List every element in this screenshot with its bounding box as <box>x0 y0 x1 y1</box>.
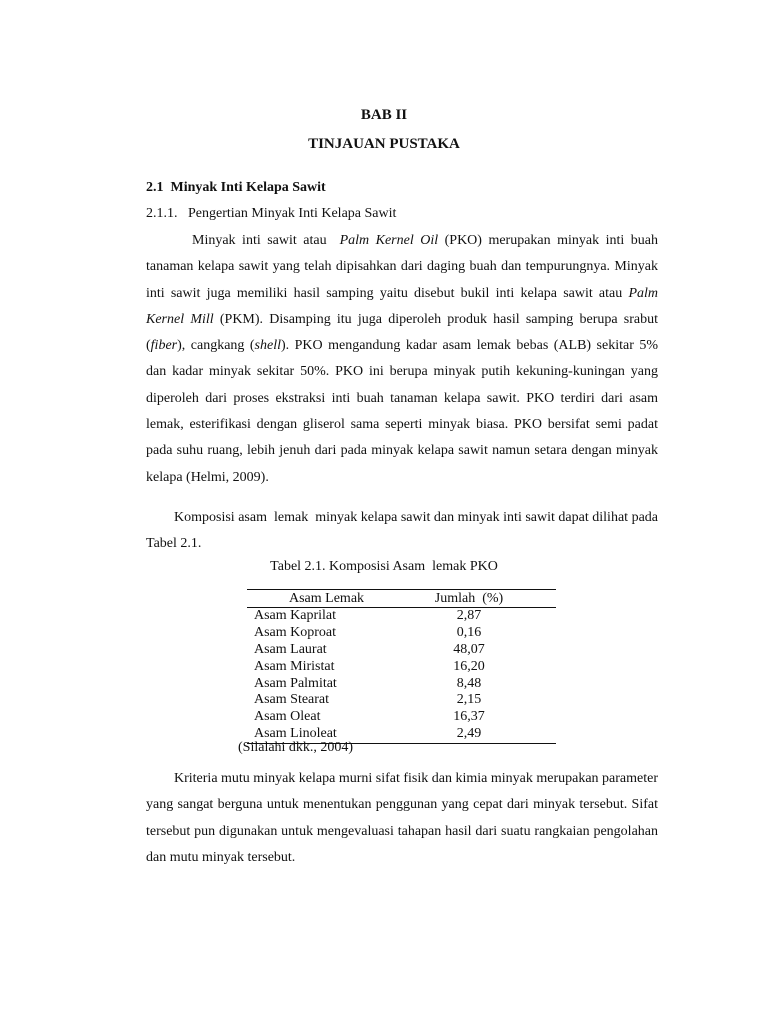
fatty-acid-table <box>247 589 556 744</box>
paragraph1-text-2: (PKO) merupakan minyak inti buah tanaman kelapa sawit yang telah dipisahkan dari daging buah dan tempurungnya. Minyak inti sawit juga memiliki hasil samping yaitu disebut bukil inti kelapa sawit atau <box>146 233 659 301</box>
section-title: 2.1 Minyak Inti Kelapa Sawit <box>146 180 326 195</box>
table-cell-name: Asam Palmitat <box>254 675 337 691</box>
table-row <box>247 659 556 676</box>
paragraph1-term-palm-kernel-oil: Palm Kernel Oil <box>339 233 439 248</box>
table-header-value: Jumlah (%) <box>434 591 504 606</box>
table-row <box>247 692 556 709</box>
table-cell-name: Asam Oleat <box>254 709 321 725</box>
table-row <box>247 625 556 642</box>
paragraph-pko-definition <box>146 228 658 491</box>
paragraph-quality-criteria <box>146 766 658 871</box>
table-cell-value: 48,07 <box>453 641 485 657</box>
paragraph1-text-4: ), cangkang ( <box>177 338 255 354</box>
paragraph1-term-palm-kernel-mill: Palm Kernel Mill <box>146 285 658 327</box>
chapter-title: TINJAUAN PUSTAKA <box>308 136 460 152</box>
table-row <box>247 608 556 625</box>
paragraph1-text-5: ). PKO mengandung kadar asam lemak bebas (ALB) sekitar 5% dan kadar minyak sekitar 50%. PKO ini berupa minyak putih kekuning-kuningan yang diperoleh dari proses ekstraksi inti buah tanaman kelapa sawit. PKO terdiri dari asam lemak, esterifikasi dengan gliserol sama seperti minyak biasa. PKO bersifat semi padat pada suhu ruang, lebih jenuh dari pada minyak kelapa sawit namun setara dengan minyak kelapa (Helmi, 2009). <box>146 338 658 485</box>
table-cell-name: Asam Stearat <box>254 692 330 708</box>
subsection-title: 2.1.1. Pengertian Minyak Inti Kelapa Sawit <box>146 206 397 221</box>
table-row <box>247 642 556 659</box>
table-cell-value: 16,20 <box>453 658 485 674</box>
table-cell-value: 2,49 <box>456 726 482 742</box>
paragraph-table-reference <box>146 505 662 558</box>
table-caption: Tabel 2.1. Komposisi Asam lemak PKO <box>270 559 498 574</box>
table-row <box>247 709 556 726</box>
table-cell-value: 16,37 <box>453 709 485 725</box>
table-source: (Silalahi dkk., 2004) <box>238 740 354 755</box>
table-header-row <box>247 590 556 608</box>
paragraph3-text: Kriteria mutu minyak kelapa murni sifat fisik dan kimia minyak merupakan parameter yang sangat berguna untuk menentukan penggunan yang cepat dari minyak tersebut. Sifat tersebut pun digunakan untuk mengevaluasi tahapan hasil dari suatu rangkaian pengolahan dan mutu minyak tersebut. <box>146 771 659 865</box>
table-cell-value: 0,16 <box>456 624 482 640</box>
paragraph1-term-shell: shell <box>254 338 281 354</box>
paragraph1-text-1: Minyak inti sawit atau <box>192 233 340 248</box>
table-cell-value: 8,48 <box>456 675 482 691</box>
table-cell-name: Asam Miristat <box>254 658 335 674</box>
table-cell-name: Asam Linoleat <box>254 726 337 742</box>
chapter-number: BAB II <box>360 107 408 123</box>
table-row <box>247 676 556 693</box>
table-cell-name: Asam Kaprilat <box>254 608 337 623</box>
table-body <box>247 608 556 743</box>
paragraph2-text: Komposisi asam lemak minyak kelapa sawit dan minyak inti sawit dapat dilihat pada Tabel 2.1. <box>146 510 662 552</box>
table-cell-value: 2,87 <box>456 608 482 623</box>
paragraph1-text-3: (PKM). Disamping itu juga diperoleh produk hasil samping berupa srabut ( <box>146 311 658 354</box>
table-cell-value: 2,15 <box>456 692 482 708</box>
paragraph1-term-fiber: fiber <box>150 338 178 354</box>
table-cell-name: Asam Koproat <box>254 624 337 640</box>
table-header-name: Asam Lemak <box>289 591 365 606</box>
table-cell-name: Asam Laurat <box>254 641 327 657</box>
